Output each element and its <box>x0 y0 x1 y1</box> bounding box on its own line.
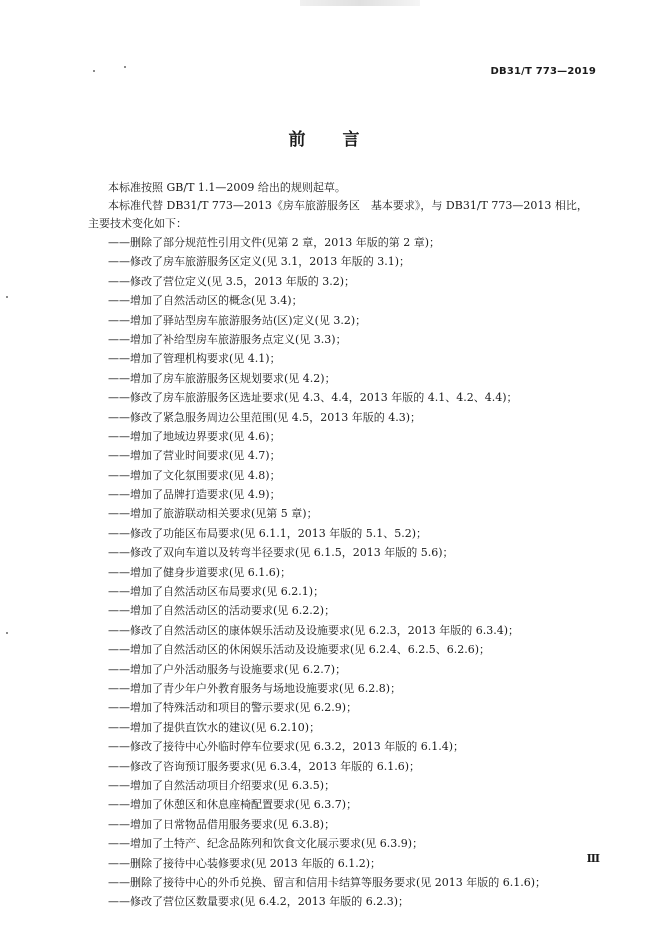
scan-speck <box>6 632 8 634</box>
change-item: ——增加了地域边界要求(见 4.6)； <box>108 429 281 443</box>
change-item: ——增加了自然活动区的概念(见 3.4)； <box>108 294 303 308</box>
change-item: ——增加了特殊活动和项目的警示要求(见 6.2.9)； <box>108 701 358 715</box>
change-item: ——增加了自然活动项目介绍要求(见 6.3.5)； <box>108 778 336 792</box>
change-item: ——增加了日常物品借用服务要求(见 6.3.8)； <box>108 817 336 831</box>
change-item: ——删除了接待中心装修要求(见 2013 年版的 6.1.2)； <box>108 856 382 870</box>
change-item: ——修改了房车旅游服务区选址要求(见 4.3、4.4，2013 年版的 4.1、4.2、4.4)； <box>108 391 518 405</box>
change-item: ——修改了紧急服务周边公里范围(见 4.5，2013 年版的 4.3)； <box>108 410 422 424</box>
change-item: ——修改了双向车道以及转弯半径要求(见 6.1.5，2013 年版的 5.6)； <box>108 546 454 560</box>
change-item: ——修改了营位区数量要求(见 6.4.2，2013 年版的 6.2.3)； <box>108 895 410 909</box>
change-item: ——删除了接待中心的外币兑换、留言和信用卡结算等服务要求(见 2013 年版的 6.1.6)； <box>108 875 547 889</box>
change-item: ——增加了补给型房车旅游服务点定义(见 3.3)； <box>108 332 347 346</box>
change-item: ——增加了品牌打造要求(见 4.9)； <box>108 488 281 502</box>
scan-speck <box>124 66 126 68</box>
change-item: ——修改了功能区布局要求(见 6.1.1，2013 年版的 5.1、5.2)； <box>108 526 428 540</box>
change-item: ——增加了管理机构要求(见 4.1)； <box>108 352 281 366</box>
change-item: ——增加了户外活动服务与设施要求(见 6.2.7)； <box>108 662 347 676</box>
change-item: ——增加了文化氛围要求(见 4.8)； <box>108 468 281 482</box>
change-item: ——增加了自然活动区布局要求(见 6.2.1)； <box>108 585 325 599</box>
scan-artifact <box>300 0 420 6</box>
changes-list <box>108 233 546 912</box>
change-item: ——增加了提供直饮水的建议(见 6.2.10)； <box>108 720 321 734</box>
scan-speck <box>93 70 95 72</box>
change-item: ——增加了营业时间要求(见 4.7)； <box>108 449 281 463</box>
change-item: ——增加了青少年户外教育服务与场地设施要求(见 6.2.8)； <box>108 681 402 695</box>
change-item: ——修改了接待中心外临时停车位要求(见 6.3.2，2013 年版的 6.1.4)； <box>108 740 465 754</box>
change-item: ——增加了房车旅游服务区规划要求(见 4.2)； <box>108 371 336 385</box>
page-number: Ⅲ <box>586 852 600 865</box>
change-item: ——增加了自然活动区的休闲娱乐活动及设施要求(见 6.2.4、6.2.5、6.2.6)； <box>108 643 491 657</box>
change-item: ——增加了旅游联动相关要求(见第 5 章)； <box>108 507 318 521</box>
change-item: ——增加了驿站型房车旅游服务站(区)定义(见 3.2)； <box>108 313 367 327</box>
change-item: ——增加了土特产、纪念品陈列和饮食文化展示要求(见 6.3.9)； <box>108 837 424 851</box>
change-item: ——增加了休憩区和休息座椅配置要求(见 6.3.7)； <box>108 798 358 812</box>
scan-speck <box>6 296 8 298</box>
change-item: ——修改了咨询预订服务要求(见 6.3.4，2013 年版的 6.1.6)； <box>108 759 421 773</box>
replacement-paragraph: 本标准代替 DB31/T 773—2013《房车旅游服务区 基本要求》，与 DB31/T 773—2013 相比，主要技术变化如下： <box>88 199 588 230</box>
intro-paragraph: 本标准按照 GB/T 1.1—2009 给出的规则起草。 <box>108 181 346 194</box>
change-item: ——修改了房车旅游服务区定义(见 3.1，2013 年版的 3.1)； <box>108 255 411 269</box>
document-code: DB31/T 773—2019 <box>490 66 596 77</box>
change-item: ——增加了自然活动区的活动要求(见 6.2.2)； <box>108 604 336 618</box>
change-item: ——删除了部分规范性引用文件(见第 2 章，2013 年版的第 2 章)； <box>108 236 441 249</box>
change-item: ——增加了健身步道要求(见 6.1.6)； <box>108 565 292 579</box>
change-item: ——修改了营位定义(见 3.5，2013 年版的 3.2)； <box>108 274 356 288</box>
change-item: ——修改了自然活动区的康体娱乐活动及设施要求(见 6.2.3，2013 年版的 6.3.4)； <box>108 623 520 637</box>
page-title: 前 言 <box>288 130 370 150</box>
